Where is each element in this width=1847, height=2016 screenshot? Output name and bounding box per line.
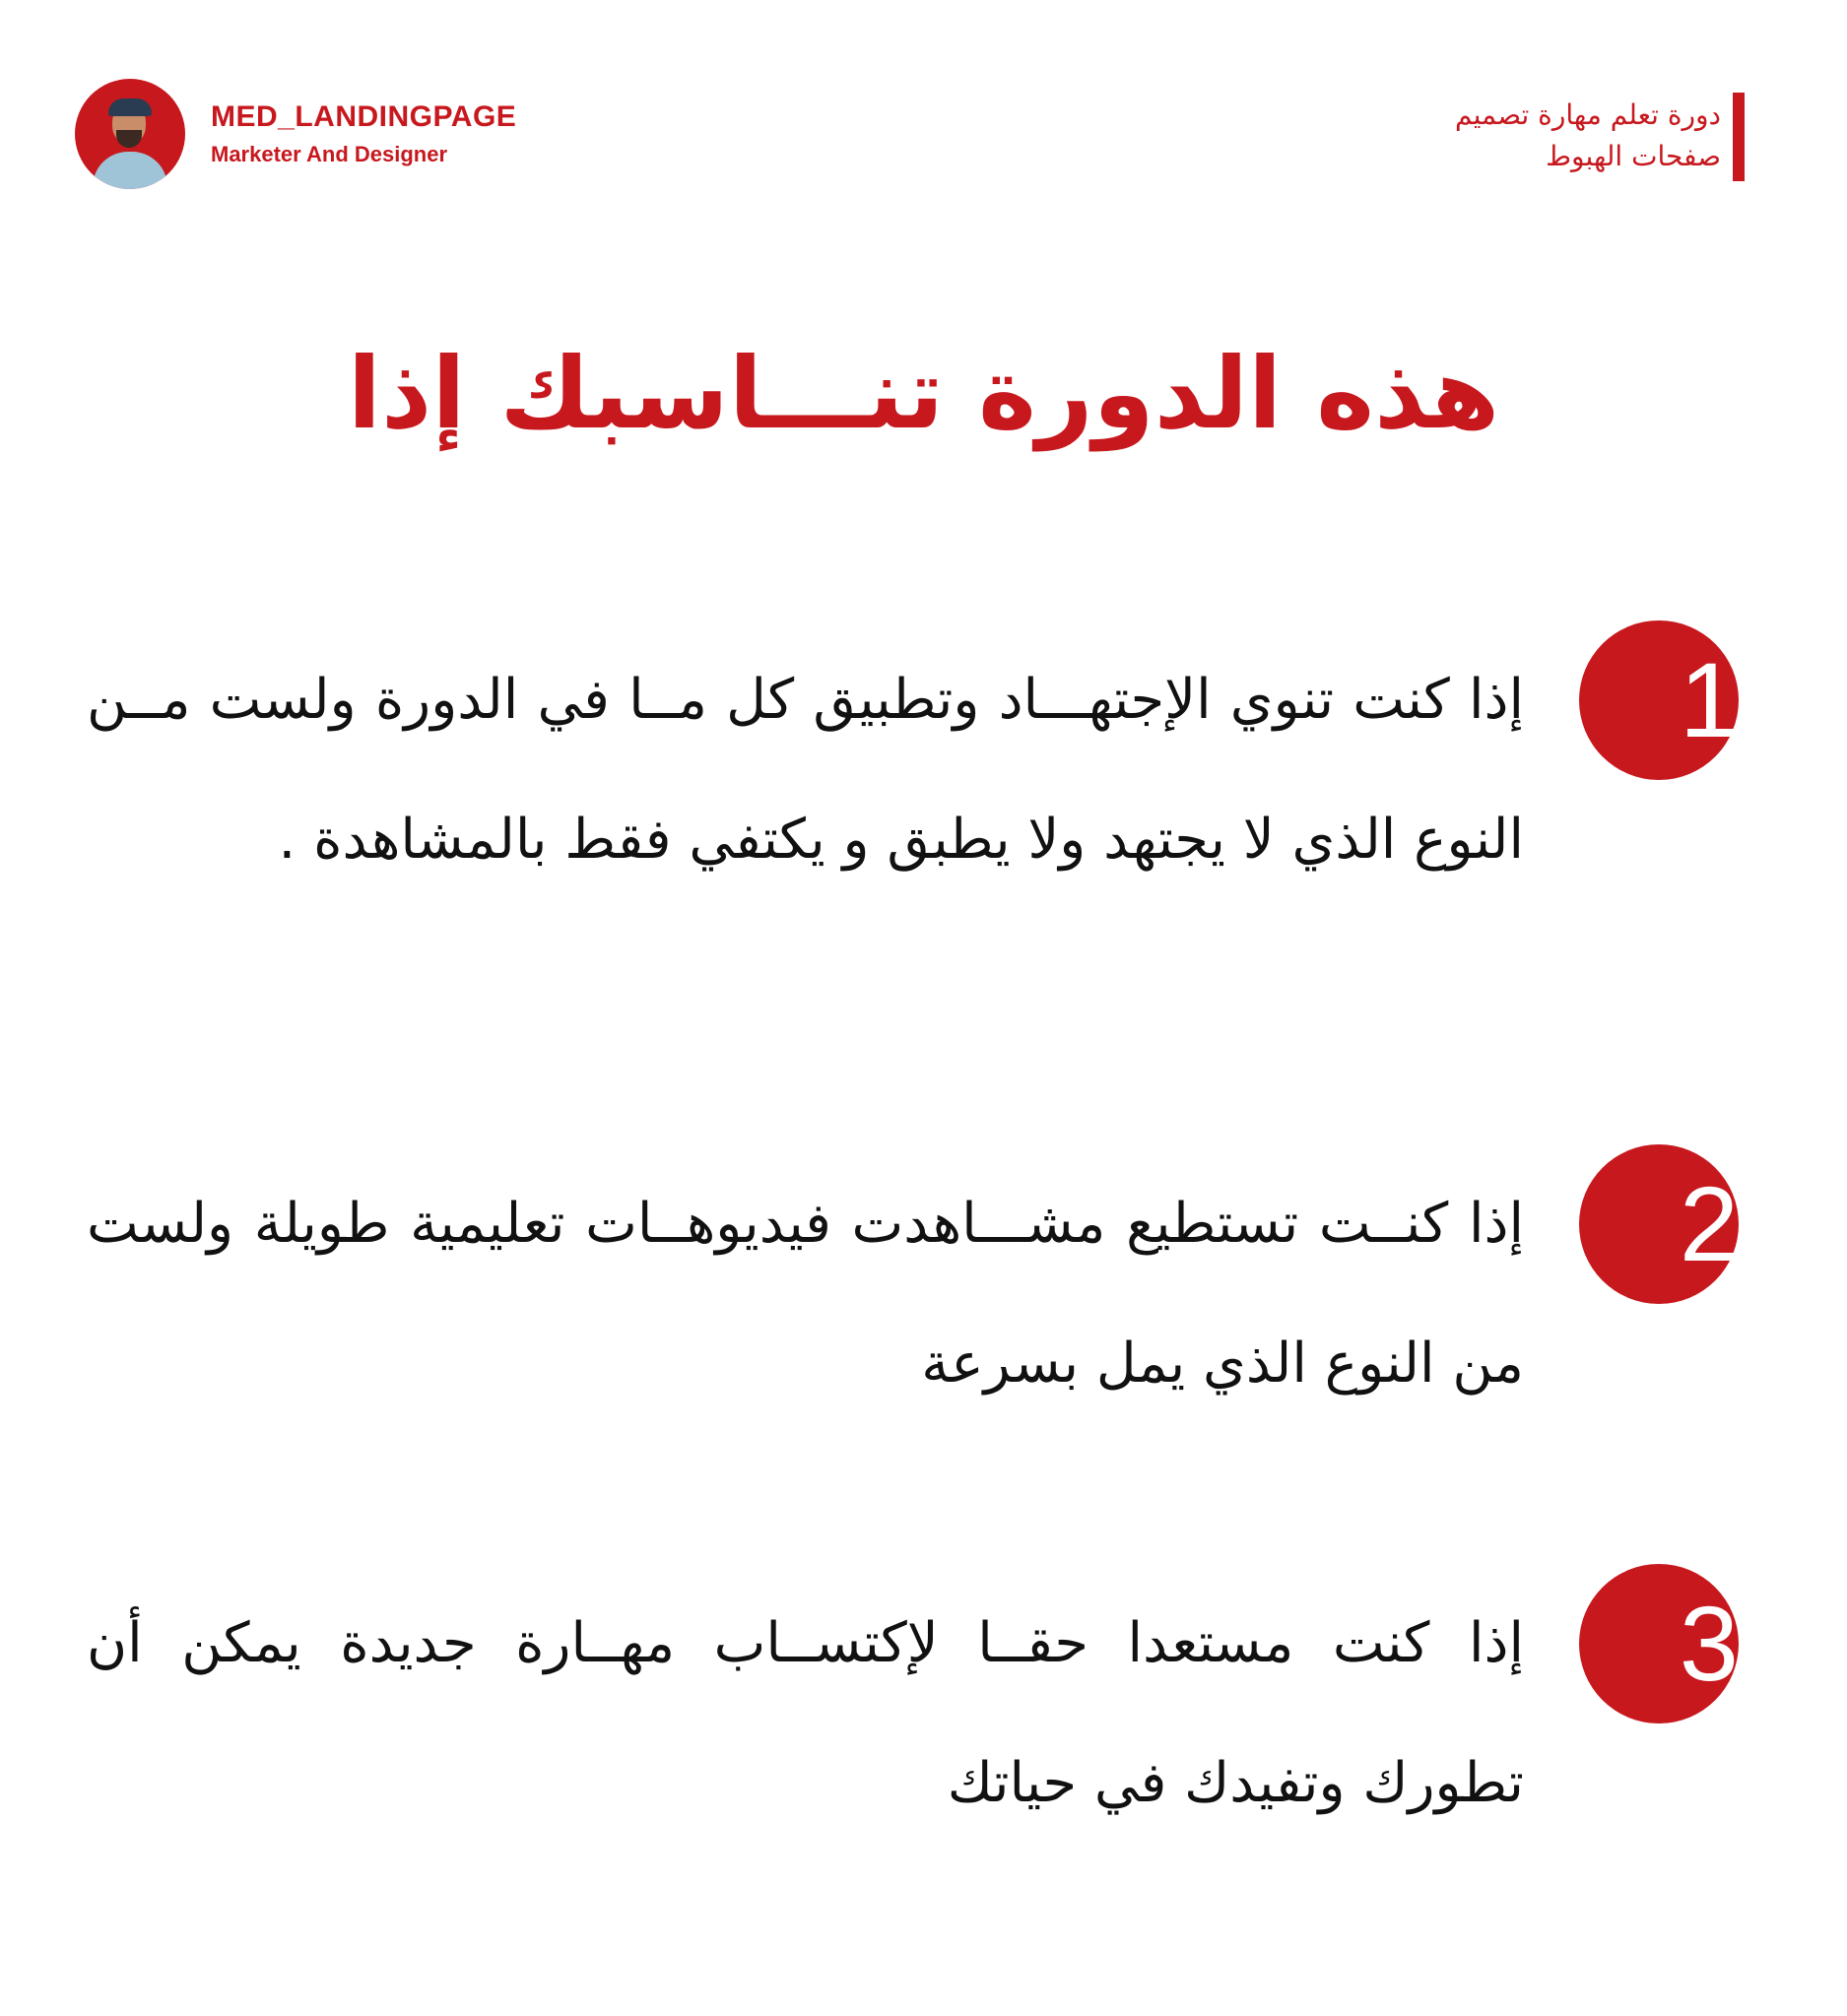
course-tag [1455, 95, 1721, 177]
brand-subtitle: Marketer And Designer [211, 142, 448, 166]
list-item-text: إذا كنت مستعدا حقــا لإكتســاب مهــارة جديدة يمكن أن تطورك وتفيدك في حياتك [87, 1611, 1524, 1815]
list-item [87, 630, 1739, 910]
list-item [87, 1574, 1739, 1853]
list-item-text: إذا كنــت تستطيع مشـــاهدت فيديوهــات تعليمية طويلة ولست من النوع الذي يمل بسرعة [87, 1192, 1524, 1396]
number-badge: 3 [1579, 1564, 1739, 1723]
course-tag-bar [1733, 93, 1745, 181]
course-tag-line-2: صفحات الهبوط [1546, 140, 1721, 172]
number-badge: 2 [1579, 1144, 1739, 1304]
list-item-text: إذا كنت تنوي الإجتهـــاد وتطبيق كل مــا في الدورة ولست مــن النوع الذي لا يجتهد ولا يطبق و يكتفي فقط بالمشاهدة . [87, 668, 1524, 872]
avatar [75, 79, 185, 189]
brand-name: MED_LANDINGPAGE [211, 100, 517, 133]
course-tag-line-1: دورة تعلم مهارة تصميم [1454, 98, 1721, 131]
brand-block [75, 79, 516, 189]
page-title: هذه الدورة تنـــاسبك إذا [347, 336, 1500, 451]
brand-text [211, 100, 516, 167]
number-badge: 1 [1579, 620, 1739, 780]
list-item [87, 1154, 1739, 1434]
